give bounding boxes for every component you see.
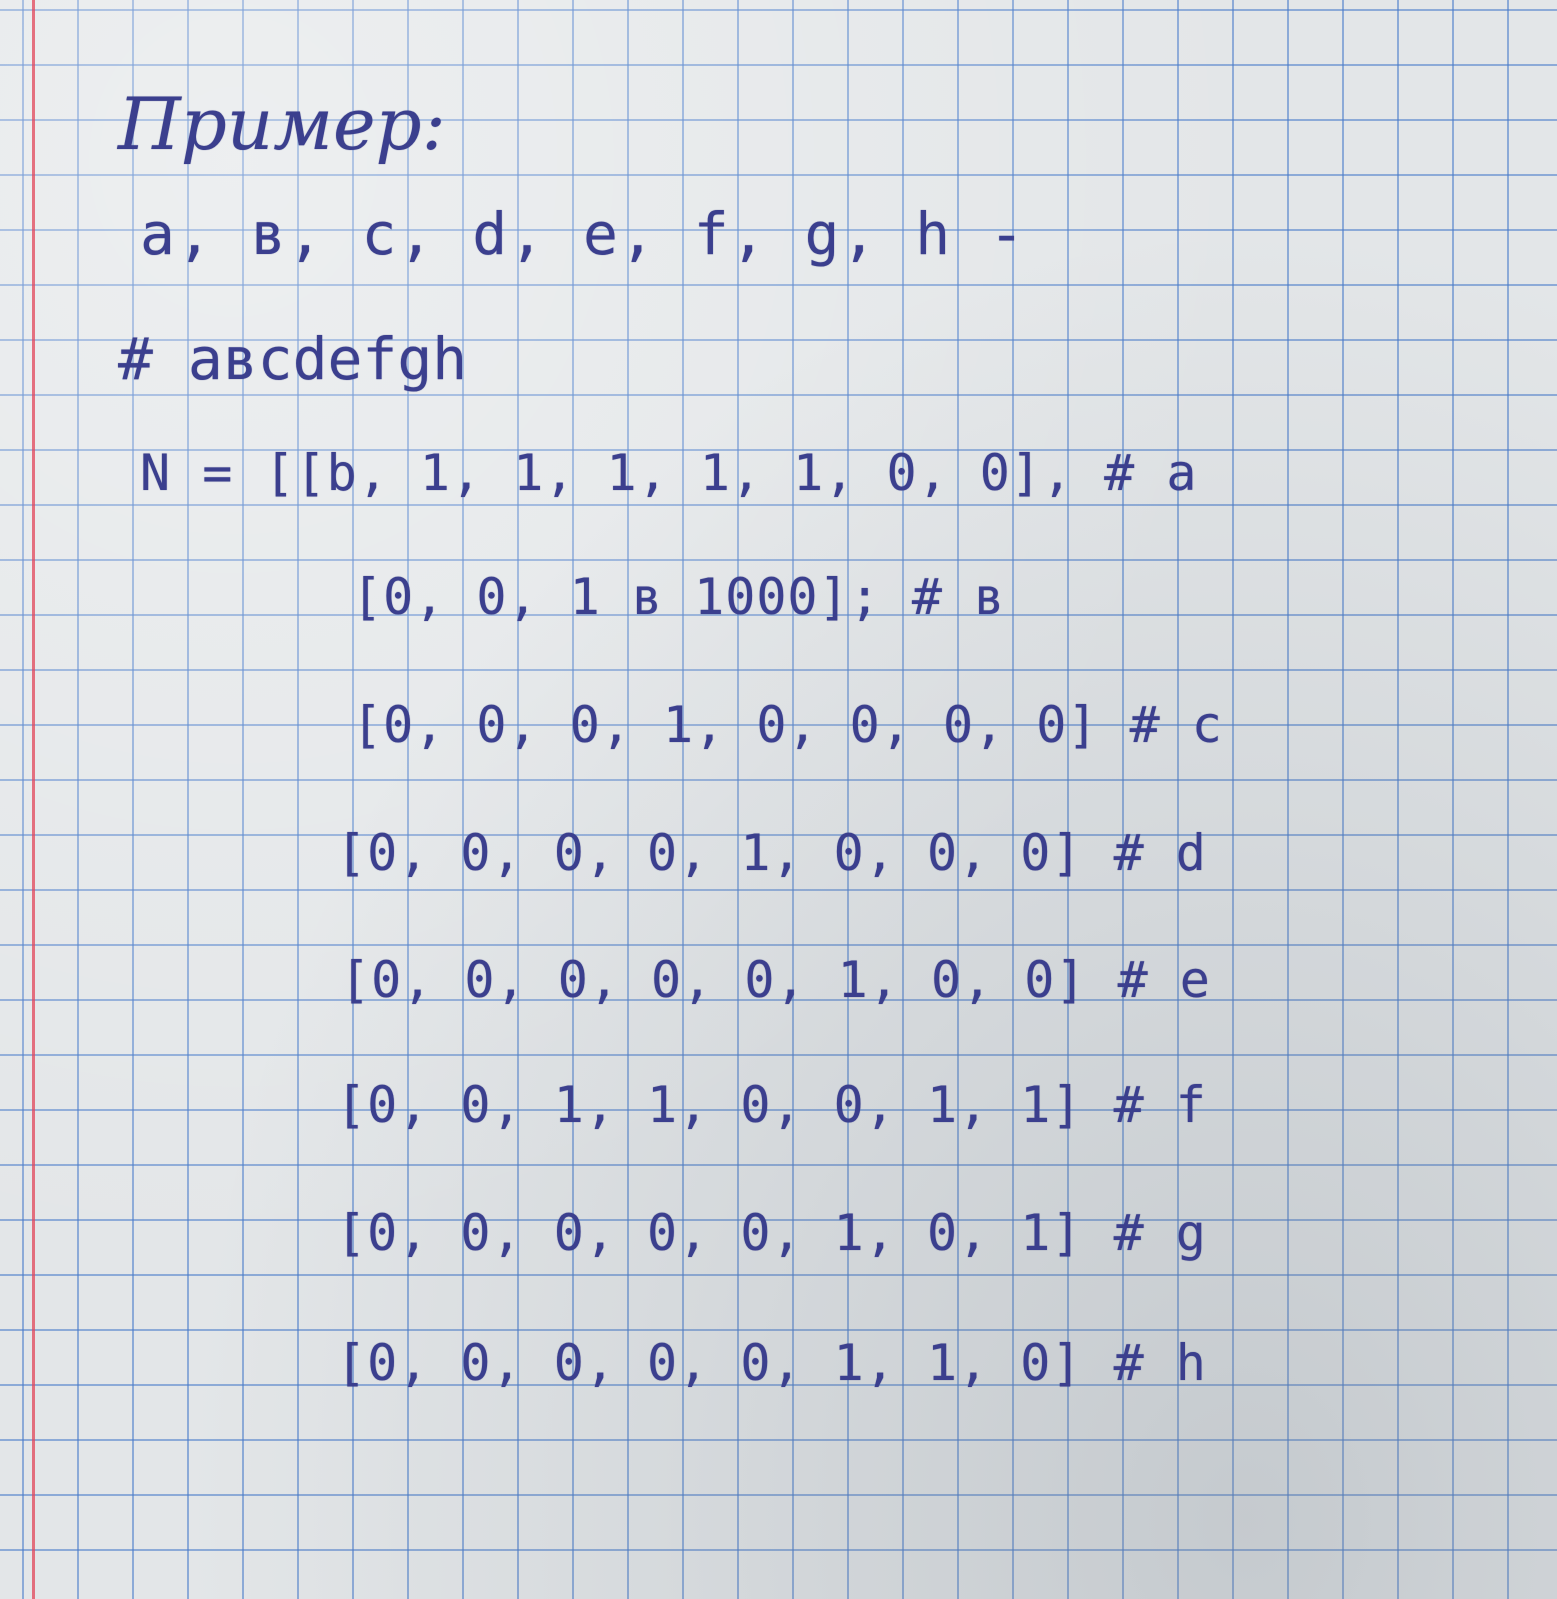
matrix-row-e: [0, 0, 0, 0, 0, 1, 0, 0] # e (340, 951, 1211, 1009)
matrix-row-f: [0, 0, 1, 1, 0, 0, 1, 1] # f (336, 1076, 1207, 1134)
matrix-row-c: [0, 0, 0, 1, 0, 0, 0, 0] # c (352, 696, 1223, 754)
matrix-row-g: [0, 0, 0, 0, 0, 1, 0, 1] # g (336, 1204, 1207, 1262)
matrix-row-h: [0, 0, 0, 0, 0, 1, 1, 0] # h (336, 1334, 1207, 1392)
vertex-letters-line: a, в, c, d, e, f, g, h - (140, 200, 1027, 268)
red-margin-line (32, 0, 35, 1599)
matrix-row-b: [0, 0, 1 в 1000]; # в (352, 568, 1006, 626)
matrix-column-header: # aвcdefgh (118, 325, 468, 393)
matrix-row-d: [0, 0, 0, 0, 1, 0, 0, 0] # d (336, 824, 1207, 882)
matrix-row-a: N = [[b, 1, 1, 1, 1, 1, 0, 0], # a (140, 444, 1198, 502)
handwritten-title: Пример: (118, 82, 446, 166)
